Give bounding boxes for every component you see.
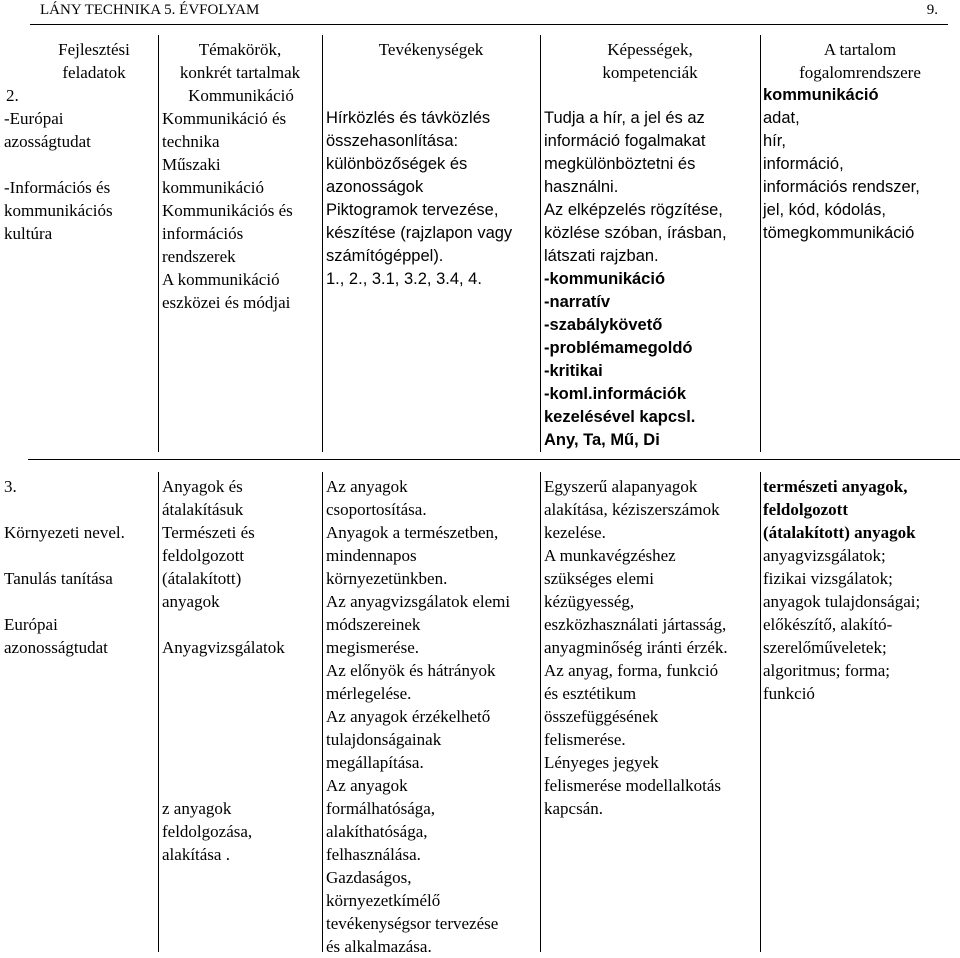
row2-tartalom: természeti anyagok, feldolgozott (átalakított) anyagok anyagvizsgálatok; fizikai vizsgálatok; anyagok tulajdonságai; előkészítő, alakító- szerelőműveletek; algoritmus; forma; funkció xyxy=(763,477,921,703)
row2-kepessegek: Egyszerű alapanyagok alakítása, kéziszerszámok kezelése. A munkavégzéshez szükséges elemi kézügyesség, eszközhasználati jártasság, anyagminőség iránti érzék. Az anyag, forma, funkció és esztétikum összefüggésének felismerése. Lényeges jegyek felismerése modellalkotás kapcsán. xyxy=(544,477,728,818)
row1-topic-title: Kommunikáció xyxy=(188,86,294,105)
col-divider-3b xyxy=(540,472,541,952)
col-divider-1b xyxy=(158,472,159,952)
row1-kepessegek: Tudja a hír, a jel és az információ fogalmakat megkülönböztetni és használni. Az elképzelés rögzítése, közlése szóban, írásban, látszati rajzban. -kommunikáció -narratív -szabálykövető -problémamegoldó -kritikai -koml.információk kezelésével kapcsl. Any, Ta, Mű, Di xyxy=(544,109,727,449)
header-tevekenysegek: Tevékenységek xyxy=(378,40,484,59)
col-divider-2 xyxy=(322,35,323,452)
header-title: LÁNY TECHNIKA 5. ÉVFOLYAM xyxy=(40,2,260,18)
header-rule xyxy=(30,24,948,25)
page-number: 9. xyxy=(926,2,938,18)
row1-concept-title: kommunikáció xyxy=(763,86,879,104)
col-divider-2b xyxy=(322,472,323,952)
row1-tartalom: kommunikáció adat, hír, információ, információs rendszer, jel, kód, kódolás, tömegkommunikáció xyxy=(763,84,959,245)
header-fejlesztesi: Fejlesztési feladatok xyxy=(58,40,130,82)
row-divider xyxy=(28,459,960,460)
row1-temakorok: Kommunikáció Kommunikáció és technika Műszaki kommunikáció Kommunikációs és információs rendszerek A kommunikáció eszközei és módjai xyxy=(162,84,320,314)
header-temakorok: Témakörök, konkrét tartalmak xyxy=(179,40,301,82)
row1-fejlesztesi: 2. -Európai azosságtudat -Információs és kommunikációs kultúra xyxy=(4,86,113,243)
col-divider-4b xyxy=(760,472,761,952)
col-divider-4 xyxy=(760,35,761,452)
header-tartalom: A tartalom fogalomrendszere xyxy=(799,40,921,82)
row2-temakorok: Anyagok és átalakításuk Természeti és feldolgozott (átalakított) anyagok Anyagvizsgálatok z anyagok feldolgozása, alakítása . xyxy=(162,475,320,866)
page-header xyxy=(30,0,948,22)
row2-topic-title-2: átalakításuk xyxy=(162,500,244,519)
col-divider-1 xyxy=(158,35,159,452)
header-kepessegek: Képességek, kompetenciák xyxy=(602,40,698,82)
row2-fejlesztesi: 3. Környezeti nevel. Tanulás tanítása Európai azonosságtudat xyxy=(4,477,125,657)
col-divider-3 xyxy=(540,35,541,452)
row2-tevekenysegek: Az anyagok csoportosítása. Anyagok a természetben, mindennapos környezetünkben. Az anyagvizsgálatok elemi módszereinek megismerése. Az előnyök és hátrányok mérlegelése. Az anyagok érzékelhető tulajdonságainak megállapítása. Az anyagok formálhatósága, alakíthatósága, felhasználása. Gazdaságos, környezetkímélő tevékenységsor tervezése és alkalmazása. xyxy=(326,477,511,956)
row2-topic-title-1: Anyagok és xyxy=(162,477,243,496)
row1-tevekenysegek: Hírközlés és távközlés összehasonlítása: különbözőségek és azonosságok Piktogramok tervezése, készítése (rajzlapon vagy számítógéppel). 1., 2., 3.1, 3.2, 3.4, 4. xyxy=(326,109,513,288)
